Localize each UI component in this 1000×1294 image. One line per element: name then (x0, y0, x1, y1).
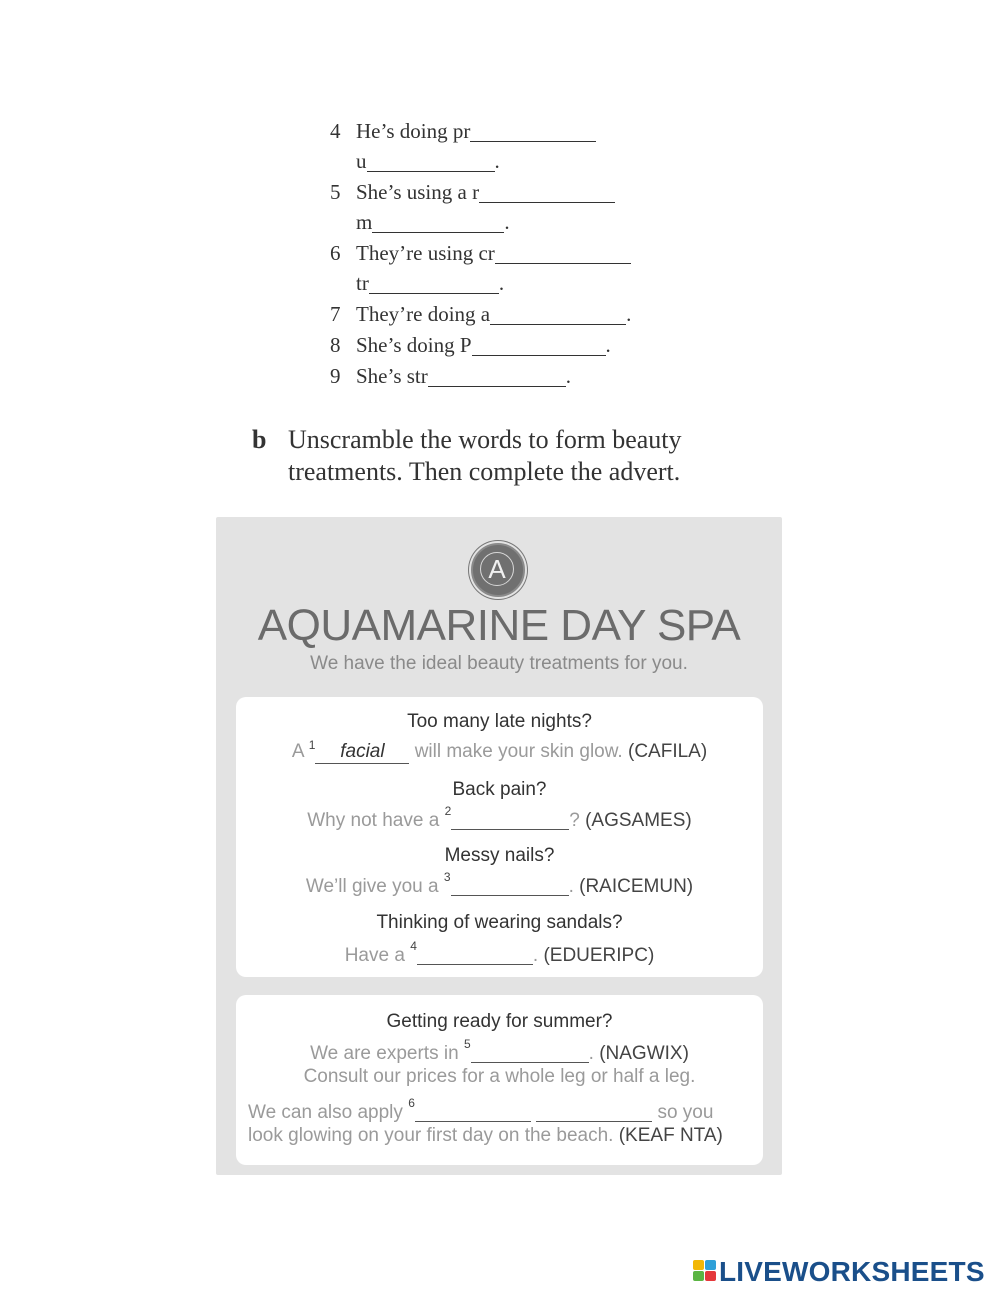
period: . (605, 333, 611, 357)
exercise-item-9 (330, 361, 571, 391)
answer-line-6 (248, 1096, 758, 1124)
section-instruction: Unscramble the words to form beauty treatments. Then complete the advert. (288, 425, 682, 486)
item-text: She’s doing P (356, 333, 472, 357)
period: . (626, 302, 632, 326)
answer-field-2[interactable] (451, 807, 569, 830)
item-text: She’s str (356, 364, 428, 388)
gap-number: 1 (308, 738, 316, 752)
line-text: . (588, 1043, 594, 1064)
question-1: Too many late nights? (407, 711, 592, 732)
answer-blank[interactable] (472, 335, 606, 356)
item-number: 6 (330, 241, 341, 265)
answer-blank[interactable] (470, 121, 596, 142)
scrambled-word: (RAICEMUN) (579, 876, 694, 897)
answer-line-2 (236, 804, 763, 832)
exercise-item-6 (330, 238, 631, 268)
spa-logo (471, 543, 525, 597)
gap-number: 5 (463, 1037, 471, 1051)
period: . (565, 364, 572, 388)
scrambled-word: (EDUERIPC) (543, 945, 655, 966)
answer-blank[interactable] (367, 151, 495, 172)
answer-blank[interactable] (428, 366, 566, 387)
line-text: We’ll give you a (305, 876, 439, 897)
answer-line-3 (236, 870, 763, 898)
question-5: Getting ready for summer? (386, 1011, 613, 1032)
exercise-item-8 (330, 330, 611, 360)
question-2: Back pain? (452, 779, 547, 800)
gap-number: 3 (443, 870, 451, 884)
answer-blank[interactable] (495, 243, 631, 264)
answer-line-1 (236, 738, 763, 763)
answer-blank[interactable] (490, 304, 626, 325)
answer-field-3[interactable] (451, 873, 569, 896)
exercise-item-6-cont (356, 268, 504, 298)
exercise-item-7 (330, 299, 631, 329)
item-number: 9 (330, 364, 341, 388)
line-text: ? (569, 810, 580, 831)
line-text: We can also apply (248, 1102, 403, 1123)
question-3: Messy nails? (444, 845, 555, 866)
exercise-item-5-cont (356, 207, 510, 237)
treatments-box-1 (236, 697, 763, 977)
section-letter: b (252, 425, 267, 454)
question-4: Thinking of wearing sandals? (376, 912, 623, 933)
logo-letter: A (480, 552, 514, 586)
answer-blank[interactable] (372, 212, 504, 233)
answer-line-6-cont (248, 1125, 763, 1147)
item-text: He’s doing pr (356, 119, 471, 143)
spa-title: AQUAMARINE DAY SPA (257, 601, 741, 650)
item-text: They’re using cr (356, 241, 495, 265)
gap-number: 6 (408, 1096, 415, 1110)
answer-line-5 (236, 1037, 763, 1065)
item-text: She’s using a r (356, 180, 480, 204)
exercise-item-4 (330, 116, 596, 146)
line-text: . (532, 945, 539, 966)
brand-name: LIVEWORKSHEETS (719, 1256, 985, 1287)
gap-number: 2 (444, 804, 452, 818)
scrambled-word: (KEAF NTA) (618, 1125, 723, 1146)
line-text: look glowing on your first day on the beach. (248, 1125, 614, 1146)
exercise-item-4-cont (356, 146, 500, 176)
scrambled-word: (AGSAMES) (585, 810, 692, 831)
spa-advert (216, 517, 782, 1175)
gap-number: 4 (410, 939, 417, 953)
line-text: so you (657, 1102, 714, 1123)
period: . (504, 210, 510, 234)
line-text: A (291, 741, 304, 762)
answer-field-4[interactable] (417, 942, 533, 965)
spa-subtitle: We have the ideal beauty treatments for you. (310, 653, 688, 674)
item-text: tr (356, 271, 369, 295)
treatments-box-2 (236, 995, 763, 1165)
item-text: m (356, 210, 373, 234)
exercise-item-5 (330, 177, 615, 207)
answer-blank[interactable] (369, 273, 499, 294)
liveworksheets-icon (693, 1260, 717, 1282)
scrambled-word: (CAFILA) (628, 741, 708, 762)
item-number: 5 (330, 180, 341, 204)
period: . (494, 149, 500, 173)
item-number: 8 (330, 333, 341, 357)
item-text: They’re doing a (356, 302, 491, 326)
line-text: We are experts in (310, 1043, 459, 1064)
answer-blank[interactable] (479, 182, 615, 203)
line-text: will make your skin glow. (414, 741, 623, 762)
item-number: 4 (330, 119, 341, 143)
item-text: u (356, 149, 367, 173)
answer-field-5[interactable] (471, 1040, 589, 1063)
line-text: Have a (344, 945, 405, 966)
line-text: Why not have a (307, 810, 440, 831)
info-line: Consult our prices for a whole leg or half a leg. (303, 1066, 696, 1087)
answer-field-6b[interactable] (536, 1099, 652, 1122)
line-text: . (568, 876, 574, 897)
item-number: 7 (330, 302, 341, 326)
period: . (498, 271, 505, 295)
answer-field-1[interactable]: facial (315, 741, 409, 764)
answer-field-6a[interactable] (415, 1099, 531, 1122)
answer-line-4 (236, 939, 763, 967)
scrambled-word: (NAGWIX) (599, 1043, 689, 1064)
